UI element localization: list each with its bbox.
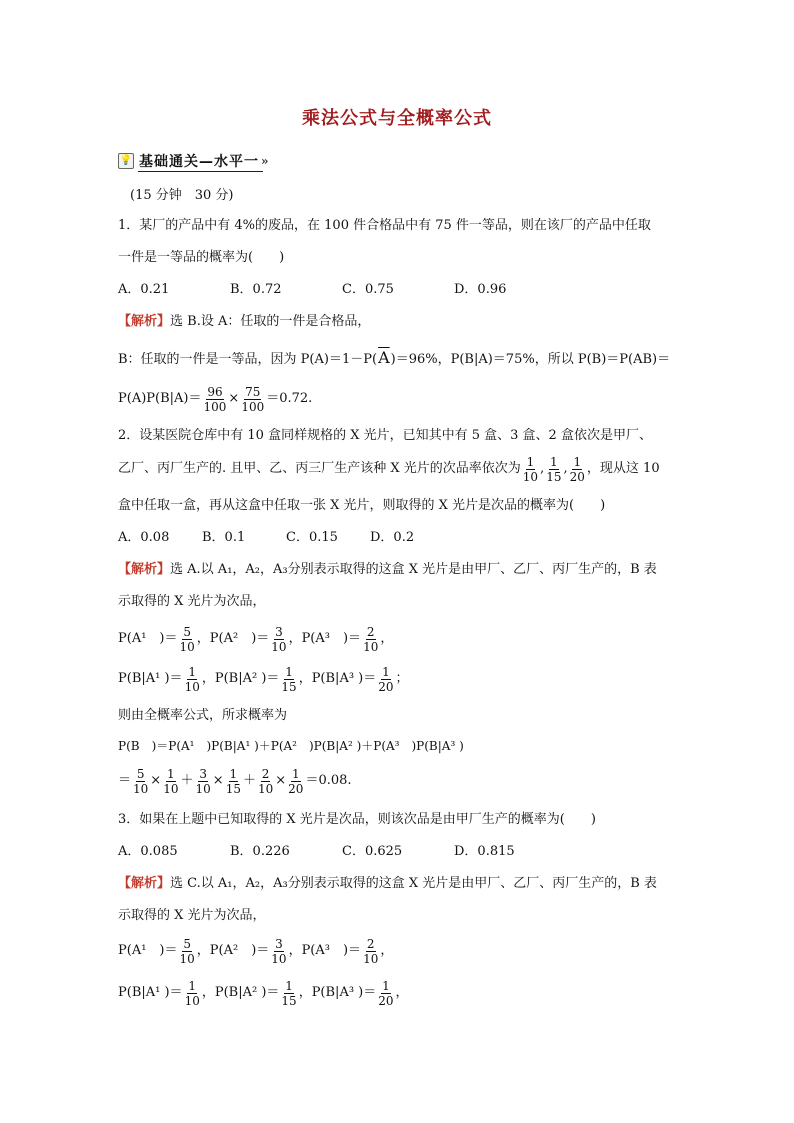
analysis-tag: 【解析】 — [118, 314, 171, 329]
q1-analysis-line1 — [118, 312, 370, 332]
denominator: 10 — [257, 781, 274, 796]
fraction — [545, 455, 562, 484]
fraction — [132, 767, 149, 796]
analysis-tag: 【解析】 — [118, 562, 171, 577]
q3-option-b: B．0.226 — [230, 844, 290, 859]
time-limit: (15 分钟 30 分) — [130, 188, 234, 203]
q1-a2-pre: B：任取的一件是一等品，因为 P(A)＝1－P( — [118, 352, 378, 367]
denominator: 10 — [522, 469, 539, 484]
a-complement-symbol: $\overline{A}$ — [378, 348, 390, 367]
q2-options — [118, 528, 414, 548]
plus-sign: ＋ — [242, 773, 256, 788]
fraction — [203, 385, 228, 414]
fraction — [184, 665, 201, 694]
q2-option-a: A．0.08 — [118, 530, 170, 545]
q1-analysis-line3 — [118, 382, 312, 416]
fraction — [195, 767, 212, 796]
fraction — [569, 455, 586, 484]
q3-c1-label: P(B|A¹ )＝ — [118, 985, 183, 1000]
denominator: 10 — [184, 993, 200, 1008]
numerator: 1 — [526, 454, 535, 469]
q1-a3-pre: P(A)P(B|A)＝ — [118, 391, 202, 406]
q2-c3-label: ，P(B|A³ )＝ — [298, 671, 377, 686]
q3-c2-label: ，P(B|A² )＝ — [201, 985, 280, 1000]
q1-option-d: D．0.96 — [454, 282, 507, 297]
punctuation: ， — [380, 631, 394, 646]
punctuation: ， — [395, 985, 409, 1000]
q2-total-calc — [118, 764, 352, 798]
denominator: 10 — [363, 639, 379, 654]
fraction — [257, 767, 274, 796]
q1-stem-line1: 1．某厂的产品中有 4%的废品，在 100 件合格品中有 75 件一等品，则在该厂的产品中任取 — [118, 218, 651, 233]
q1-analysis-line2 — [118, 348, 670, 370]
q2-stem-line3: 盒中任取一盒，再从这盒中任取一张 X 光片，则取得的 X 光片是次品的概率为( ) — [118, 498, 606, 513]
q2-p1-label: P(A¹ )＝ — [118, 631, 178, 646]
q3-option-d: D．0.815 — [454, 844, 515, 859]
q2-c2-label: ，P(B|A² )＝ — [201, 671, 280, 686]
numerator: 1 — [382, 664, 390, 679]
fraction — [179, 937, 196, 966]
fraction — [184, 979, 201, 1008]
q2-total-intro: 则由全概率公式，所求概率为 — [118, 708, 288, 723]
fraction — [362, 625, 379, 654]
fraction — [377, 665, 394, 694]
q2-p2-label: ，P(A² )＝ — [196, 631, 270, 646]
numerator: 5 — [183, 936, 191, 951]
q1-analysis-text: 选 B.设 A：任取的一件是合格品， — [170, 314, 371, 329]
result: ＝0.08. — [305, 773, 352, 788]
fraction — [179, 625, 196, 654]
numerator: 96 — [207, 384, 223, 399]
times-sign: × — [212, 773, 224, 788]
numerator: 3 — [275, 624, 283, 639]
fraction — [522, 455, 539, 484]
denominator: 10 — [195, 781, 211, 796]
double-chevron-icon: » — [261, 154, 269, 168]
q3-option-c: C．0.625 — [342, 844, 403, 859]
page-title: 乘法公式与全概率公式 — [302, 108, 492, 129]
q1-a3-post: ＝0.72. — [266, 391, 313, 406]
numerator: 2 — [261, 766, 270, 781]
fraction — [162, 767, 179, 796]
fraction — [280, 979, 297, 1008]
fraction — [225, 767, 242, 796]
q2-line2-post: ，现从这 10 — [586, 461, 660, 476]
q2-stem-line2: 乙厂、丙厂生产的. 且甲、乙、丙三厂生产该种 X 光片的次品率依次为 $\frac{1}{10}$ , $\frac{1}{15}$ , $\frac{1}{20}$ ，现从这 10 — [118, 454, 660, 484]
numerator: 1 — [188, 978, 197, 993]
q2-analysis-line1 — [118, 560, 657, 580]
punctuation: ， — [380, 943, 394, 958]
q1-stem-line2: 一件是一等品的概率为( ) — [118, 250, 285, 265]
q2-option-d: D．0.2 — [370, 530, 415, 545]
q3-analysis-text: 选 C.以 A₁，A₂，A₃分别表示取得的这盒 X 光片是由甲厂、乙厂、丙厂生产的，B 表 — [170, 876, 657, 891]
numerator: 3 — [199, 766, 207, 781]
denominator: 15 — [546, 469, 562, 484]
denominator: 10 — [271, 951, 287, 966]
denominator: 10 — [163, 781, 179, 796]
denominator: 20 — [569, 469, 585, 484]
numerator: 1 — [229, 766, 238, 781]
q3-option-a: A．0.085 — [118, 844, 178, 859]
numerator: 1 — [573, 454, 582, 469]
denominator: 15 — [225, 781, 241, 796]
denominator: 15 — [281, 679, 297, 694]
numerator: 1 — [382, 978, 390, 993]
denominator: 10 — [271, 639, 287, 654]
numerator: 1 — [167, 766, 175, 781]
numerator: 5 — [136, 766, 145, 781]
numerator: 2 — [366, 936, 375, 951]
q1-option-c: C．0.75 — [342, 282, 394, 297]
q2-line2-pre: 乙厂、丙厂生产的. 且甲、乙、丙三厂生产该种 X 光片的次品率依次为 — [118, 461, 521, 476]
q3-cond-line — [118, 976, 409, 1010]
q3-c3-label: ，P(B|A³ )＝ — [298, 985, 377, 1000]
fraction — [362, 937, 379, 966]
denominator: 100 — [203, 399, 227, 414]
q2-analysis-line2: 示取得的 X 光片为次品， — [118, 594, 266, 609]
numerator: 1 — [188, 664, 197, 679]
numerator: 5 — [183, 624, 191, 639]
q2-total-equation: P(B )＝P(A¹ )P(B|A¹ )＋P(A² )P(B|A² )＋P(A³ )P(B|A³ ) — [118, 739, 464, 753]
q2-p3-label: ，P(A³ )＝ — [288, 631, 362, 646]
denominator: 20 — [378, 993, 394, 1008]
q1-option-a: A．0.21 — [118, 282, 170, 297]
denominator: 20 — [378, 679, 394, 694]
q3-options — [118, 842, 515, 862]
q2-prob-line — [118, 622, 393, 656]
denominator: 10 — [179, 639, 195, 654]
numerator: 1 — [550, 454, 558, 469]
section-underline — [138, 171, 263, 172]
q2-stem-line1: 2．设某医院仓库中有 10 盒同样规格的 X 光片，已知其中有 5 盒、3 盒、2 盒依次是甲厂、 — [118, 428, 652, 443]
denominator: 10 — [133, 781, 149, 796]
times-sign: × — [275, 773, 287, 788]
fraction — [377, 979, 394, 1008]
q1-a2-post: )＝96%，P(B|A)＝75%，所以 P(B)＝P(AB)＝ — [390, 352, 671, 367]
q3-p3-label: ，P(A³ )＝ — [288, 943, 362, 958]
q1-option-b: B．0.72 — [230, 282, 282, 297]
numerator: 1 — [291, 766, 300, 781]
denominator: 10 — [184, 679, 200, 694]
punctuation: ； — [395, 671, 409, 686]
denominator: 15 — [281, 993, 297, 1008]
fraction — [240, 385, 265, 414]
q3-prob-line — [118, 934, 393, 968]
q2-cond-line — [118, 662, 409, 696]
q2-analysis-text: 选 A.以 A₁，A₂，A₃分别表示取得的这盒 X 光片是由甲厂、乙厂、丙厂生产的，B 表 — [170, 562, 657, 577]
denominator: 10 — [179, 951, 195, 966]
q2-c1-label: P(B|A¹ )＝ — [118, 671, 183, 686]
denominator: 20 — [288, 781, 304, 796]
times-sign: × — [228, 391, 240, 406]
numerator: 1 — [285, 664, 293, 679]
section-label: 基础通关—水平一 — [139, 154, 259, 170]
q3-p2-label: ，P(A² )＝ — [196, 943, 270, 958]
q2-option-c: C．0.15 — [286, 530, 338, 545]
fraction — [270, 625, 287, 654]
equals-sign: ＝ — [118, 773, 132, 788]
fraction — [287, 767, 304, 796]
q1-options — [118, 280, 506, 300]
numerator: 3 — [275, 936, 283, 951]
numerator: 1 — [285, 978, 293, 993]
lightbulb-icon: 💡 — [118, 153, 134, 169]
q3-stem: 3．如果在上题中已知取得的 X 光片是次品，则该次品是由甲厂生产的概率为( ) — [118, 812, 596, 827]
fraction — [280, 665, 297, 694]
plus-sign: ＋ — [180, 773, 194, 788]
analysis-tag: 【解析】 — [118, 876, 171, 891]
section-header — [118, 150, 269, 172]
q3-analysis-line2: 示取得的 X 光片为次品， — [118, 908, 266, 923]
denominator: 100 — [241, 399, 265, 414]
q3-p1-label: P(A¹ )＝ — [118, 943, 178, 958]
times-sign: × — [150, 773, 162, 788]
q3-analysis-line1 — [118, 874, 657, 894]
q2-option-b: B．0.1 — [202, 530, 246, 545]
numerator: 75 — [245, 384, 261, 399]
fraction — [270, 937, 287, 966]
numerator: 2 — [366, 624, 375, 639]
denominator: 10 — [363, 951, 379, 966]
